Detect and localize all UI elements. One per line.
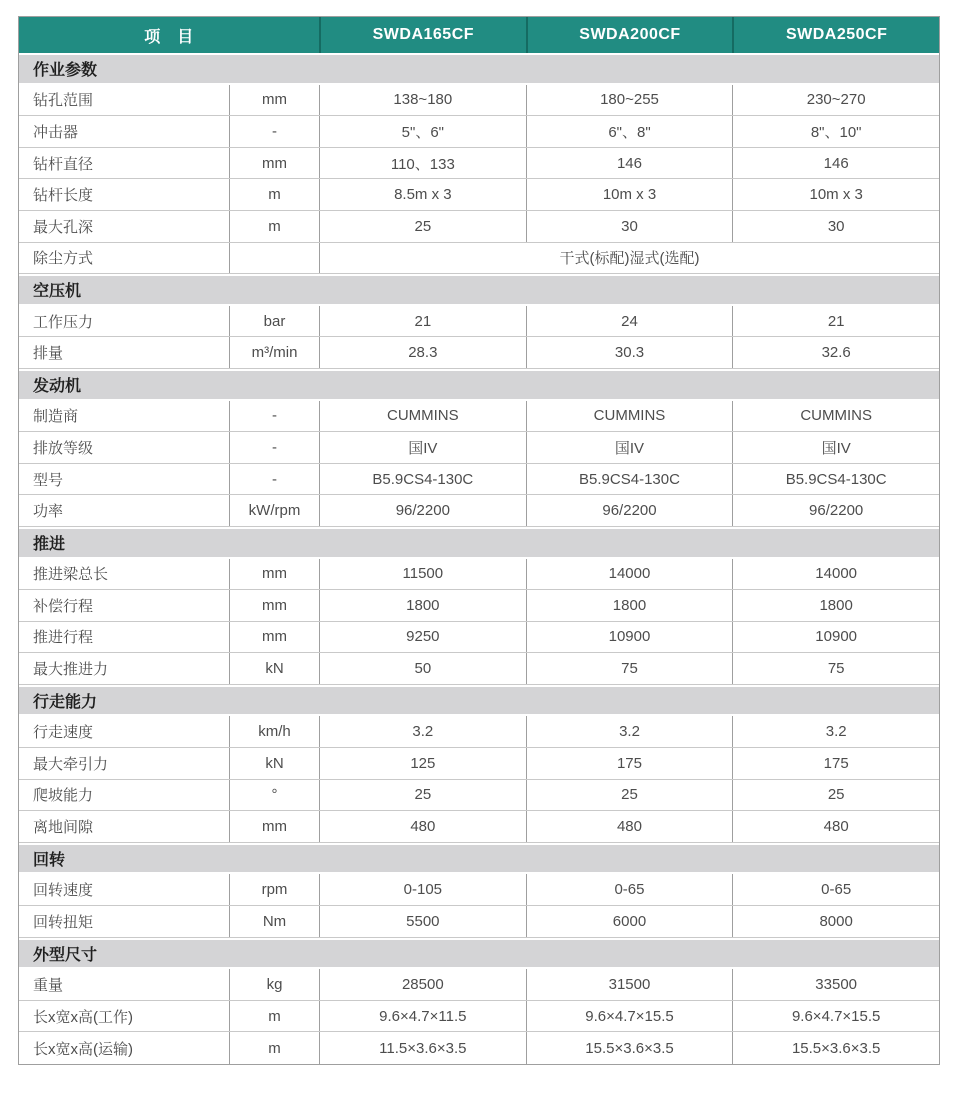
spec-unit: m <box>229 211 319 242</box>
spec-row <box>19 811 939 843</box>
spec-unit: kN <box>229 748 319 779</box>
spec-value-model-1: CUMMINS <box>319 401 526 432</box>
spec-unit: mm <box>229 622 319 653</box>
spec-value-model-3: 14000 <box>732 559 939 590</box>
spec-unit: mm <box>229 590 319 621</box>
section-header: 发动机 <box>19 369 939 401</box>
spec-value-model-1: 25 <box>319 780 526 811</box>
spec-value-model-2: 10m x 3 <box>526 179 733 210</box>
spec-value-model-2: 6000 <box>526 906 733 937</box>
spec-row <box>19 780 939 812</box>
spec-row <box>19 337 939 369</box>
section-header: 空压机 <box>19 274 939 306</box>
spec-value-model-3: 75 <box>732 653 939 684</box>
spec-unit: - <box>229 432 319 463</box>
spec-value-model-2: 9.6×4.7×15.5 <box>526 1001 733 1032</box>
column-header-item: 项 目 <box>144 28 194 46</box>
spec-value-model-1: 3.2 <box>319 716 526 747</box>
spec-unit: rpm <box>229 874 319 905</box>
spec-value-model-3: 30 <box>732 211 939 242</box>
spec-unit: m <box>229 1032 319 1064</box>
spec-value-model-2: 31500 <box>526 969 733 1000</box>
spec-label: 排放等级 <box>33 439 94 457</box>
section-header: 回转 <box>19 843 939 875</box>
spec-label: 离地间隙 <box>33 819 94 837</box>
spec-value-model-3: 230~270 <box>732 85 939 116</box>
spec-value-model-3: 480 <box>732 811 939 842</box>
spec-value-model-3: 25 <box>732 780 939 811</box>
spec-value-model-3: B5.9CS4-130C <box>732 464 939 495</box>
table-header-row <box>19 17 939 53</box>
spec-row <box>19 401 939 433</box>
spec-label: 推进行程 <box>33 629 94 647</box>
spec-value-model-2: 15.5×3.6×3.5 <box>526 1032 733 1064</box>
spec-unit: kN <box>229 653 319 684</box>
spec-value-model-1: 11500 <box>319 559 526 590</box>
spec-value-model-1: 25 <box>319 211 526 242</box>
spec-unit: ° <box>229 780 319 811</box>
section-header: 推进 <box>19 527 939 559</box>
spec-value-model-2: 10900 <box>526 622 733 653</box>
spec-value-model-3: 96/2200 <box>732 495 939 526</box>
spec-value-model-3: 1800 <box>732 590 939 621</box>
spec-row <box>19 243 939 275</box>
spec-value-model-3: 21 <box>732 306 939 337</box>
spec-row <box>19 748 939 780</box>
spec-value-model-2: 30.3 <box>526 337 733 368</box>
spec-label: 推进梁总长 <box>33 566 109 584</box>
spec-row <box>19 464 939 496</box>
spec-value-model-3: CUMMINS <box>732 401 939 432</box>
spec-value-model-3: 146 <box>732 148 939 179</box>
spec-value-model-3: 0-65 <box>732 874 939 905</box>
spec-unit: mm <box>229 85 319 116</box>
spec-value-model-3: 8000 <box>732 906 939 937</box>
spec-value-model-3: 10900 <box>732 622 939 653</box>
spec-label: 重量 <box>33 977 64 995</box>
spec-value-model-3: 15.5×3.6×3.5 <box>732 1032 939 1064</box>
section-header: 外型尺寸 <box>19 938 939 970</box>
spec-value-model-2: B5.9CS4-130C <box>526 464 733 495</box>
spec-row <box>19 306 939 338</box>
spec-row <box>19 1032 939 1064</box>
spec-value-model-2: 24 <box>526 306 733 337</box>
spec-row <box>19 716 939 748</box>
spec-value-model-1: 9250 <box>319 622 526 653</box>
spec-value-model-1: 480 <box>319 811 526 842</box>
spec-row <box>19 116 939 148</box>
spec-row <box>19 906 939 938</box>
spec-label: 最大孔深 <box>33 218 94 236</box>
spec-value-model-2: 30 <box>526 211 733 242</box>
spec-label: 型号 <box>33 471 64 489</box>
spec-unit: bar <box>229 306 319 337</box>
spec-label: 回转扭矩 <box>33 913 94 931</box>
spec-row <box>19 211 939 243</box>
spec-unit: - <box>229 464 319 495</box>
spec-value-model-1: 110、133 <box>319 148 526 179</box>
spec-value-model-2: 6"、8" <box>526 116 733 147</box>
spec-value-model-2: 0-65 <box>526 874 733 905</box>
spec-label: 制造商 <box>33 408 79 426</box>
spec-row <box>19 622 939 654</box>
spec-value-model-2: 480 <box>526 811 733 842</box>
spec-label: 工作压力 <box>33 313 94 331</box>
spec-unit: mm <box>229 811 319 842</box>
spec-value-model-1: 11.5×3.6×3.5 <box>319 1032 526 1064</box>
column-header-model-swda250cf: SWDA250CF <box>732 17 939 53</box>
spec-row <box>19 1001 939 1033</box>
spec-label: 除尘方式 <box>33 250 94 268</box>
spec-row <box>19 874 939 906</box>
spec-label: 功率 <box>33 503 64 521</box>
spec-value-model-3: 8"、10" <box>732 116 939 147</box>
spec-value-model-1: 8.5m x 3 <box>319 179 526 210</box>
spec-row <box>19 148 939 180</box>
spec-value-model-2: CUMMINS <box>526 401 733 432</box>
spec-row <box>19 559 939 591</box>
spec-value-model-2: 96/2200 <box>526 495 733 526</box>
spec-value-model-3: 33500 <box>732 969 939 1000</box>
spec-label: 爬坡能力 <box>33 787 94 805</box>
spec-value-model-2: 180~255 <box>526 85 733 116</box>
spec-value-span: 干式(标配)湿式(选配) <box>319 243 939 274</box>
spec-label: 回转速度 <box>33 882 94 900</box>
spec-unit: kg <box>229 969 319 1000</box>
spec-label: 冲击器 <box>33 123 79 141</box>
spec-value-model-2: 75 <box>526 653 733 684</box>
spec-value-model-1: 28.3 <box>319 337 526 368</box>
spec-value-model-3: 32.6 <box>732 337 939 368</box>
spec-unit <box>229 243 319 274</box>
spec-row <box>19 179 939 211</box>
spec-unit: m³/min <box>229 337 319 368</box>
spec-value-model-2: 国IV <box>526 432 733 463</box>
spec-unit: mm <box>229 559 319 590</box>
spec-row <box>19 85 939 117</box>
section-header: 行走能力 <box>19 685 939 717</box>
spec-label: 长x宽x高(工作) <box>33 1008 133 1026</box>
spec-value-model-1: 5500 <box>319 906 526 937</box>
section-header: 作业参数 <box>19 53 939 85</box>
spec-value-model-1: 0-105 <box>319 874 526 905</box>
table-body <box>19 53 939 1064</box>
spec-row <box>19 969 939 1001</box>
spec-value-model-3: 9.6×4.7×15.5 <box>732 1001 939 1032</box>
column-header-model-swda165cf: SWDA165CF <box>319 17 526 53</box>
spec-value-model-2: 1800 <box>526 590 733 621</box>
spec-value-model-2: 25 <box>526 780 733 811</box>
spec-unit: m <box>229 179 319 210</box>
spec-row <box>19 432 939 464</box>
spec-label: 最大推进力 <box>33 661 109 679</box>
spec-label: 最大牵引力 <box>33 755 109 773</box>
spec-unit: kW/rpm <box>229 495 319 526</box>
spec-value-model-1: 138~180 <box>319 85 526 116</box>
spec-unit: mm <box>229 148 319 179</box>
spec-row <box>19 590 939 622</box>
spec-row <box>19 653 939 685</box>
spec-value-model-1: 国IV <box>319 432 526 463</box>
spec-table <box>18 16 940 1065</box>
spec-value-model-3: 3.2 <box>732 716 939 747</box>
spec-value-model-2: 175 <box>526 748 733 779</box>
spec-unit: - <box>229 401 319 432</box>
spec-label: 长x宽x高(运输) <box>33 1040 133 1058</box>
spec-unit: m <box>229 1001 319 1032</box>
spec-value-model-2: 14000 <box>526 559 733 590</box>
spec-value-model-1: 50 <box>319 653 526 684</box>
spec-label: 补偿行程 <box>33 597 94 615</box>
spec-value-model-1: 96/2200 <box>319 495 526 526</box>
spec-value-model-3: 175 <box>732 748 939 779</box>
spec-row <box>19 495 939 527</box>
spec-label: 排量 <box>33 345 64 363</box>
spec-label: 钻杆直径 <box>33 155 94 173</box>
spec-value-model-1: 9.6×4.7×11.5 <box>319 1001 526 1032</box>
spec-label: 行走速度 <box>33 724 94 742</box>
spec-unit: km/h <box>229 716 319 747</box>
spec-value-model-1: B5.9CS4-130C <box>319 464 526 495</box>
spec-value-model-3: 国IV <box>732 432 939 463</box>
spec-value-model-1: 21 <box>319 306 526 337</box>
spec-value-model-1: 5"、6" <box>319 116 526 147</box>
spec-unit: Nm <box>229 906 319 937</box>
spec-value-model-1: 125 <box>319 748 526 779</box>
spec-label: 钻孔范围 <box>33 92 94 110</box>
spec-value-model-3: 10m x 3 <box>732 179 939 210</box>
spec-value-model-2: 146 <box>526 148 733 179</box>
spec-value-model-1: 28500 <box>319 969 526 1000</box>
spec-value-model-2: 3.2 <box>526 716 733 747</box>
spec-label: 钻杆长度 <box>33 187 94 205</box>
spec-unit: - <box>229 116 319 147</box>
column-header-model-swda200cf: SWDA200CF <box>526 17 733 53</box>
spec-value-model-1: 1800 <box>319 590 526 621</box>
